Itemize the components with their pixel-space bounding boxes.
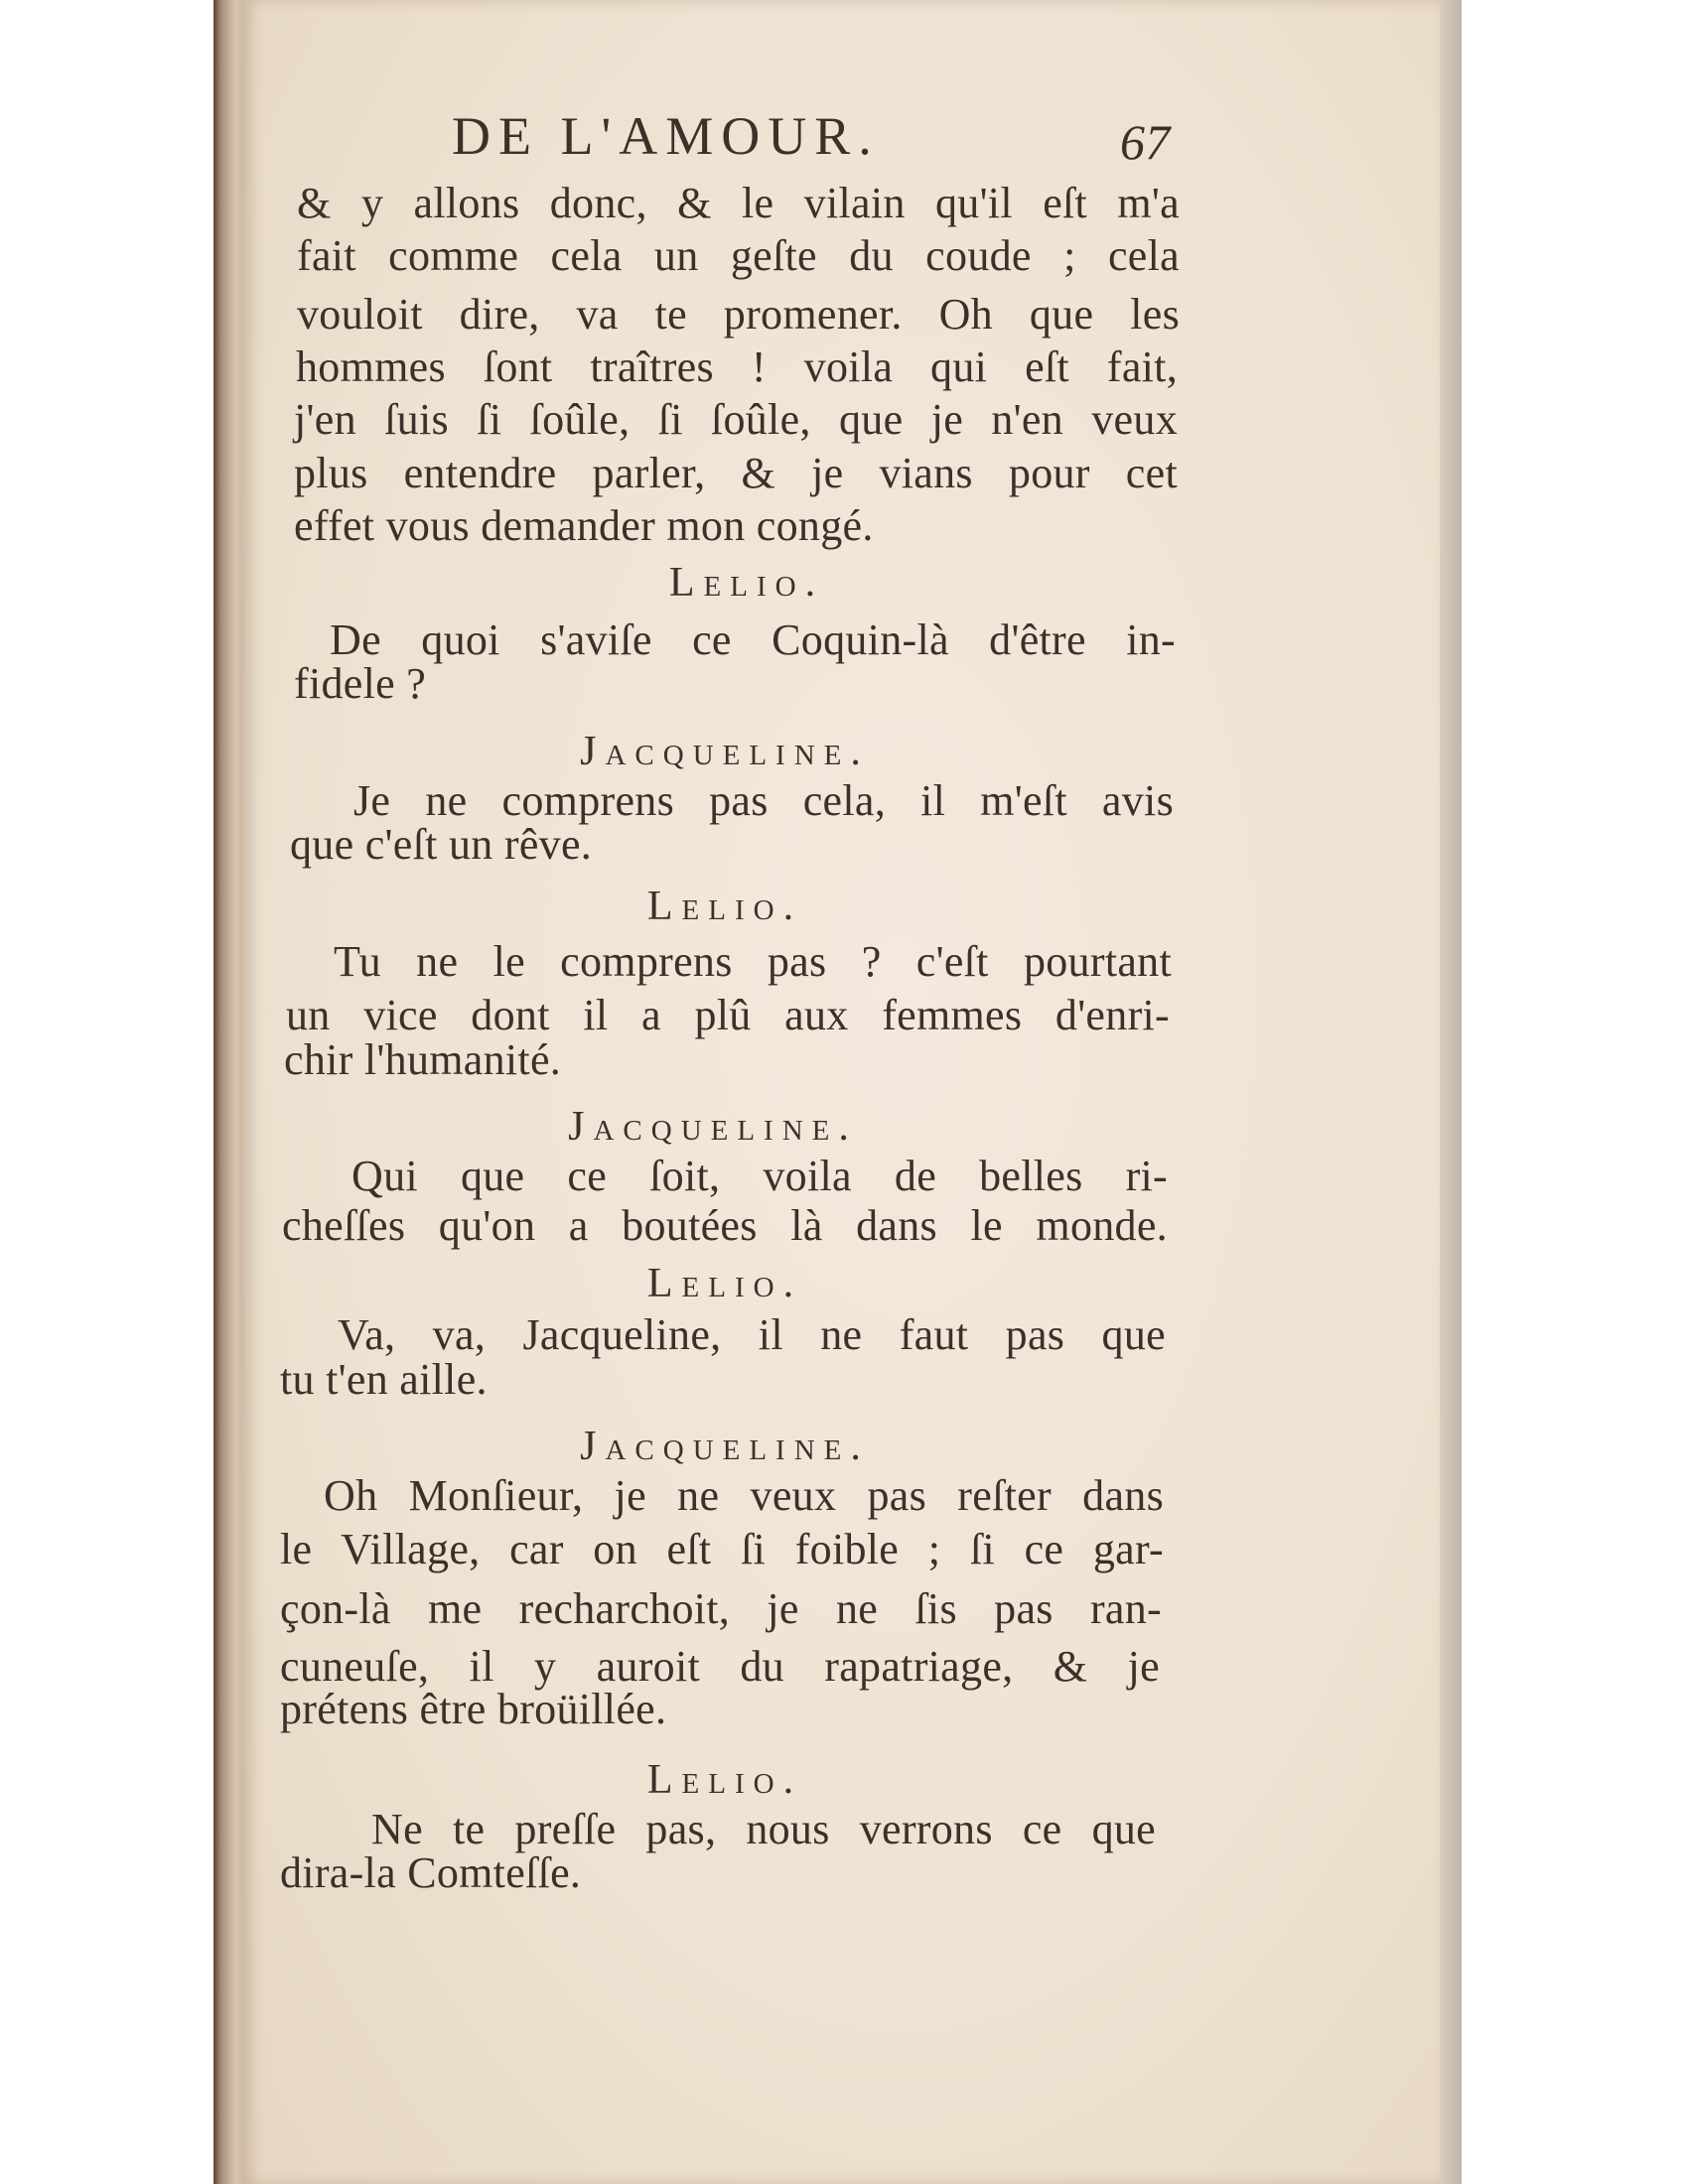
page-number: 67 (1120, 114, 1171, 170)
text-line: fait comme cela un geſte du coude ; cela (297, 231, 1180, 280)
speaker-name: Lelio. (646, 1261, 803, 1306)
text-line: De quoi s'aviſe ce Coquin-là d'être in- (330, 615, 1176, 664)
text-line: tu t'en aille. (280, 1355, 488, 1404)
page-edge (1440, 0, 1462, 2184)
text-line: chir l'humanité. (284, 1035, 562, 1084)
text-line: Ne te preſſe pas, nous verrons ce que (371, 1805, 1156, 1853)
text-line: cheſſes qu'on a boutées là dans le monde. (282, 1201, 1168, 1250)
text-line: j'en ſuis ſi ſoûle, ſi ſoûle, que je n'en veux (294, 395, 1178, 444)
text-line: Tu ne le comprens pas ? c'eſt pourtant (334, 937, 1172, 986)
text-line: çon-là me recharchoit, je ne ſis pas ran- (280, 1584, 1162, 1633)
text-line: que c'eſt un rêve. (290, 820, 593, 869)
text-line: Qui que ce ſoit, voila de belles ri- (352, 1152, 1168, 1200)
text-line: effet vous demander mon congé. (294, 501, 874, 550)
text-line: dira-la Comteſſe. (280, 1848, 582, 1897)
text-line: hommes ſont traîtres ! voila qui eſt fait, (296, 342, 1178, 391)
speaker-name: Jacqueline. (580, 729, 870, 774)
previous-page-edge (213, 0, 245, 2184)
text-line: un vice dont il a plû aux femmes d'enri- (286, 991, 1170, 1039)
speaker-name: Jacqueline. (568, 1104, 858, 1150)
text-line: cuneuſe, il y auroit du rapatriage, & je (280, 1642, 1160, 1691)
text-line: Oh Monſieur, je ne veux pas reſter dans (324, 1471, 1164, 1520)
text-line: fidele ? (294, 659, 427, 708)
running-head: DE L'AMOUR. (452, 106, 880, 166)
speaker-name: Lelio. (646, 1757, 803, 1803)
text-line: Je ne comprens pas cela, il m'eſt avis (353, 776, 1174, 825)
text-line: le Village, car on eſt ſi foible ; ſi ce gar- (280, 1525, 1164, 1573)
speaker-name: Lelio. (646, 884, 803, 929)
speaker-name: Lelio. (668, 560, 825, 606)
speaker-name: Jacqueline. (580, 1424, 870, 1469)
text-line: Va, va, Jacqueline, il ne faut pas que (338, 1310, 1166, 1359)
text-line: plus entendre parler, & je vians pour cet (294, 449, 1178, 497)
text-line: & y allons donc, & le vilain qu'il eſt m'a (297, 179, 1180, 227)
text-line: prétens être broüillée. (280, 1685, 667, 1733)
text-line: vouloit dire, va te promener. Oh que les (297, 290, 1180, 339)
